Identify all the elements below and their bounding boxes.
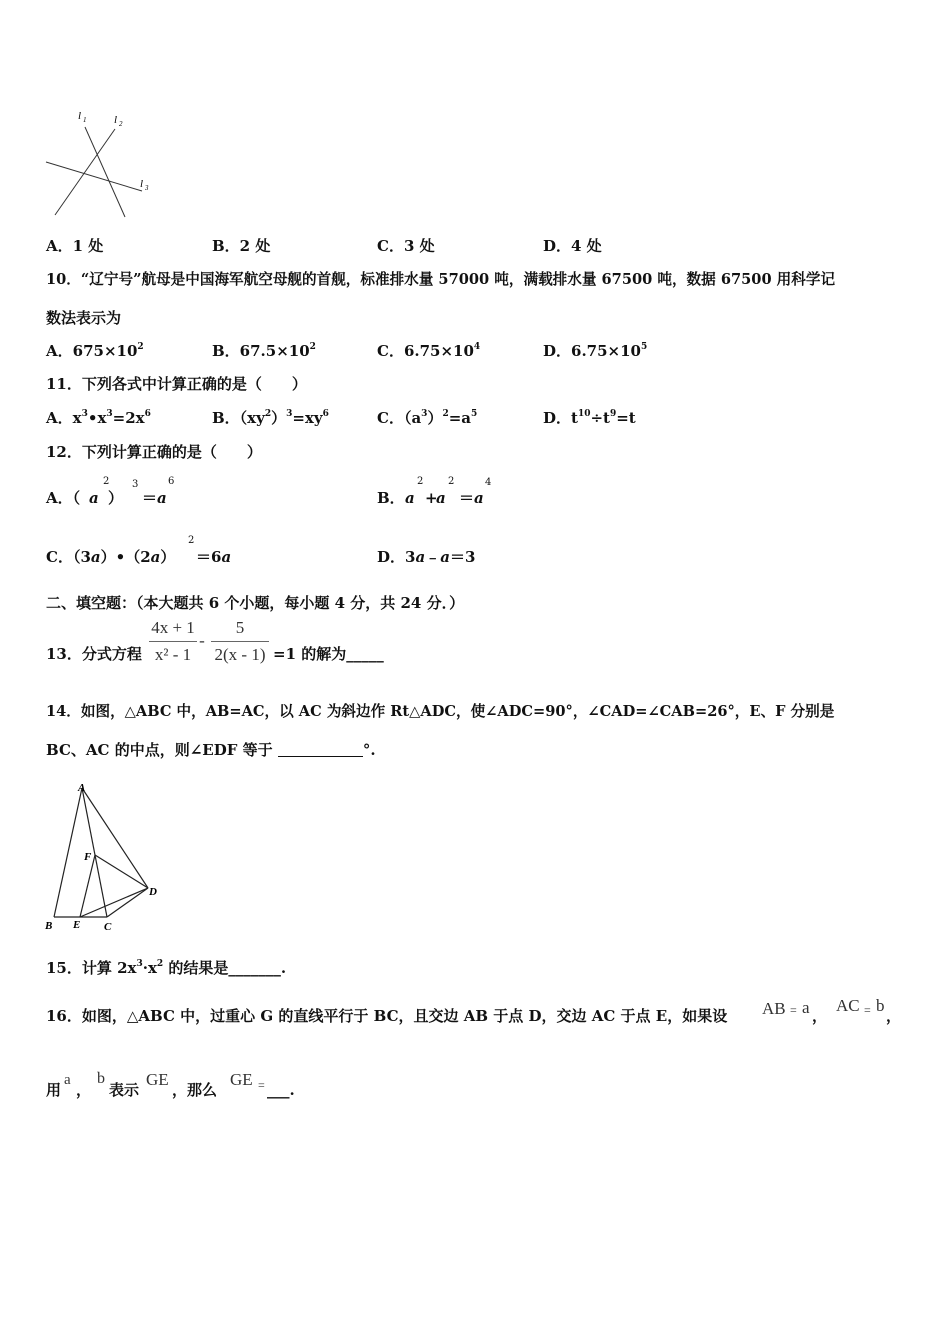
line-l2 xyxy=(55,129,115,215)
q13-numerator-2: 5 xyxy=(235,618,245,637)
line-l3 xyxy=(46,162,142,191)
q14-stem-line1: 14．如图，△ABC 中，AB=AC，以 AC 为斜边作 Rt△ADC，使∠ADC=90°，∠CAD=∠CAB=26°，E、F 分别是 xyxy=(46,703,835,720)
q10-option-c: C．$6.75\times 10^4$ xyxy=(377,342,481,360)
vertex-e: E xyxy=(73,919,81,931)
q11-option-d: D．$t^{10}\div t^9=t$ xyxy=(543,409,636,427)
vertex-c: C xyxy=(104,921,112,933)
section2-heading: 二、填空题：（本大题共 6 个小题，每小题 4 分，共 24 分．） xyxy=(46,594,465,612)
vertex-a: A xyxy=(78,782,86,794)
line-l1 xyxy=(85,127,125,217)
q10-stem-line1: 10．“辽宁号”航母是中国海军航空母舰的首舰，标准排水量 57000 吨，满载排水量 67500 吨，数据 67500 用科学记 xyxy=(46,271,836,288)
vertex-d: D xyxy=(149,886,157,898)
label-l3: l xyxy=(140,178,144,190)
label-l3-sub: 3 xyxy=(145,184,149,192)
q10-option-d: D．$6.75\times 10^5$ xyxy=(543,342,648,360)
q9-option-b: B．2 处 xyxy=(212,237,271,255)
q13-denominator-2: 2(x - 1) xyxy=(214,645,266,664)
q15-stem: 15．计算 $2x^3\cdot x^2$ 的结果是_______. xyxy=(46,959,287,977)
label-l2: l xyxy=(114,114,118,126)
q16-stem-line1: 16．如图，△ABC 中，过重心 G 的直线平行于 BC，且交边 AB 于点 D，交边 AC 于点 E，如果设 xyxy=(46,1007,728,1025)
q10-stem-line2: 数法表示为 xyxy=(46,309,122,327)
q13-denominator-1: x² - 1 xyxy=(154,645,192,664)
q11-option-a: A．$x^3•x^3=2x^6$ xyxy=(46,409,151,427)
q9-option-a: A．1 处 xyxy=(46,237,104,255)
q9-option-d: D．4 处 xyxy=(543,237,602,255)
q13-numerator-1: 4x + 1 xyxy=(151,618,195,637)
q14-stem-line2: BC、AC 的中点，则∠EDF 等于 °. xyxy=(46,741,376,759)
three-lines-figure xyxy=(40,105,160,220)
label-l2-sub: 2 xyxy=(119,120,123,128)
vertex-b: B xyxy=(45,920,53,932)
q10-option-b: B．$67.5\times 10^2$ xyxy=(212,342,316,360)
label-l1-sub: 1 xyxy=(83,116,87,124)
triangle-abc-figure xyxy=(40,778,170,936)
q9-option-c: C．3 处 xyxy=(377,237,435,255)
q11-option-b: B．$(xy^2)^3=xy^6$ xyxy=(212,409,329,427)
vertex-f: F xyxy=(84,851,92,863)
q10-option-a: A．$675\times 10^2$ xyxy=(46,342,144,360)
q11-option-c: C．$(a^3)^2=a^5$ xyxy=(377,409,478,427)
label-l1: l xyxy=(78,110,82,122)
q11-stem: 11．下列各式中计算正确的是（ ） xyxy=(46,375,307,393)
q12-option-d: D．3a﹣a＝3 xyxy=(377,548,476,566)
q12-stem: 12．下列计算正确的是（ ） xyxy=(46,443,262,461)
